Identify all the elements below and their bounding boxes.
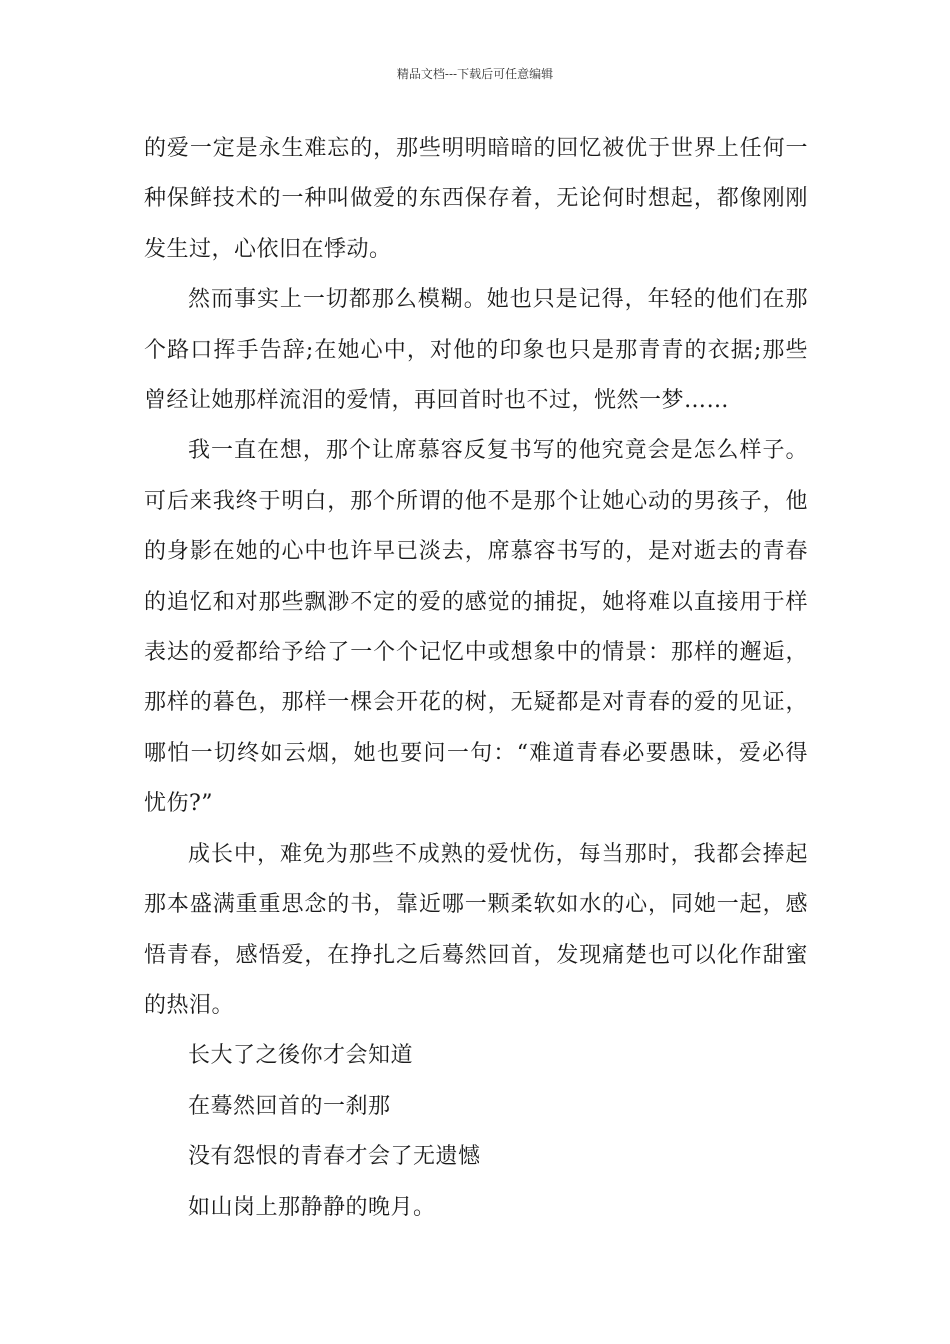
verse-line-2: 在蓦然回首的一刹那 <box>188 1093 391 1119</box>
paragraph-1: 的爱一定是永生难忘的，那些明明暗暗的回忆被优于世界上任何一种保鲜技术的一种叫做爱的东西保存着，无论何时想起，都像刚刚发生过，心依旧在悸动。 <box>144 136 808 262</box>
verse-line-1: 长大了之後你才会知道 <box>188 1043 414 1069</box>
paragraph-3: 我一直在想，那个让席慕容反复书写的他究竟会是怎么样子。可后来我终于明白，那个所谓的他不是那个让她心动的男孩子，他的身影在她的心中也许早已淡去，席慕容书写的，是对逝去的青春的追忆和对那些飘渺不定的爱的感觉的捕捉，她将难以直接用于样表达的爱都给予给了一个个记忆中或想象中的情景：那样的邂逅，那样的暮色，那样一棵会开花的树，无疑都是对青春的爱的见证，哪怕一切终如云烟，她也要问一句：“难道青春必要愚昧，爱必得忧伤?” <box>144 438 808 817</box>
verse-line-4: 如山岗上那静静的晚月。 <box>188 1194 436 1220</box>
document-body <box>144 124 808 1233</box>
page-header: 精品文档---下载后可任意编辑 <box>396 67 554 81</box>
paragraph-4: 成长中，难免为那些不成熟的爱忧伤，每当那时，我都会捧起那本盛满重重思念的书，靠近哪一颗柔软如水的心，同她一起，感悟青春，感悟爱，在挣扎之后蓦然回首，发现痛楚也可以化作甜蜜的热泪。 <box>144 841 808 1018</box>
paragraph-2: 然而事实上一切都那么模糊。她也只是记得，年轻的他们在那个路口挥手告辞;在她心中，对他的印象也只是那青青的衣据;那些曾经让她那样流泪的爱情，再回首时也不过，恍然一梦…… <box>144 287 808 414</box>
verse-line-3: 没有怨恨的青春才会了无遗憾 <box>188 1144 481 1170</box>
